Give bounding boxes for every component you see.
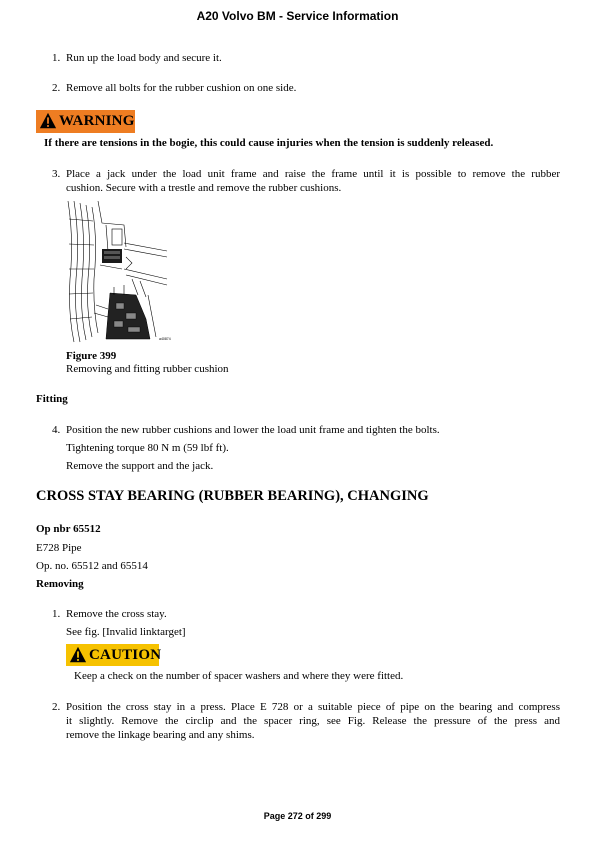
caution-badge <box>66 644 162 666</box>
warning-text: If there are tensions in the bogie, this could cause injuries when the tension is suddenly released. <box>44 137 494 149</box>
removing-step-1-number: 1. <box>52 608 61 620</box>
warning-badge <box>36 110 135 133</box>
caution-text: Keep a check on the number of spacer washers and where they were fitted. <box>74 670 404 682</box>
warning-triangle-icon <box>39 112 57 130</box>
step-1-number: 1. <box>52 52 61 64</box>
removing-step-2-number: 2. <box>52 701 61 713</box>
op-nbr: Op nbr 65512 <box>36 523 101 535</box>
figure-caption: Removing and fitting rubber cushion <box>66 363 229 375</box>
fitting-heading: Fitting <box>36 393 68 405</box>
step-3-number: 3. <box>52 168 61 180</box>
figure-number: Figure 399 <box>66 350 117 362</box>
step-4-number: 4. <box>52 424 61 436</box>
step-4-torque: Tightening torque 80 N m (59 lbf ft). <box>66 442 229 454</box>
step-2-text: Remove all bolts for the rubber cushion on one side. <box>66 82 297 94</box>
tool-name: E728 Pipe <box>36 542 82 554</box>
step-3-line-2: cushion. Secure with a trestle and remove the rubber cushions. <box>66 182 342 194</box>
step-3-line-1: Place a jack under the load unit frame and raise the frame until it is possible to remove the rubber <box>66 168 560 180</box>
page-footer: Page 272 of 299 <box>263 811 332 821</box>
step-4-text: Position the new rubber cushions and lower the load unit frame and tighten the bolts. <box>66 424 440 436</box>
rubber-cushion-illustration <box>66 199 169 344</box>
step-2-number: 2. <box>52 82 61 94</box>
removing-heading: Removing <box>36 578 84 590</box>
warning-label: WARNING <box>59 113 135 129</box>
step-1-text: Run up the load body and secure it. <box>66 52 222 64</box>
page-header: A20 Volvo BM - Service Information <box>196 9 399 23</box>
removing-step-2-line-3: remove the linkage bearing and any shims. <box>66 729 255 741</box>
caution-triangle-icon <box>69 646 87 664</box>
figure-tag: a40874 <box>159 337 171 341</box>
removing-step-1-text: Remove the cross stay. <box>66 608 167 620</box>
figure-399-image <box>66 199 169 344</box>
op-no: Op. no. 65512 and 65514 <box>36 560 148 572</box>
caution-label: CAUTION <box>89 647 162 663</box>
removing-step-2-line-1: Position the cross stay in a press. Place E 728 or a suitable piece of pipe on the bearing and compress <box>66 701 560 713</box>
removing-step-2-line-2: it slightly. Remove the circlip and the spacer ring, see Fig. Release the pressure of the press and <box>66 715 560 727</box>
see-figure-link[interactable]: See fig. [Invalid linktarget] <box>66 626 186 638</box>
step-4-remove: Remove the support and the jack. <box>66 460 214 472</box>
section-title: CROSS STAY BEARING (RUBBER BEARING), CHANGING <box>36 488 429 504</box>
